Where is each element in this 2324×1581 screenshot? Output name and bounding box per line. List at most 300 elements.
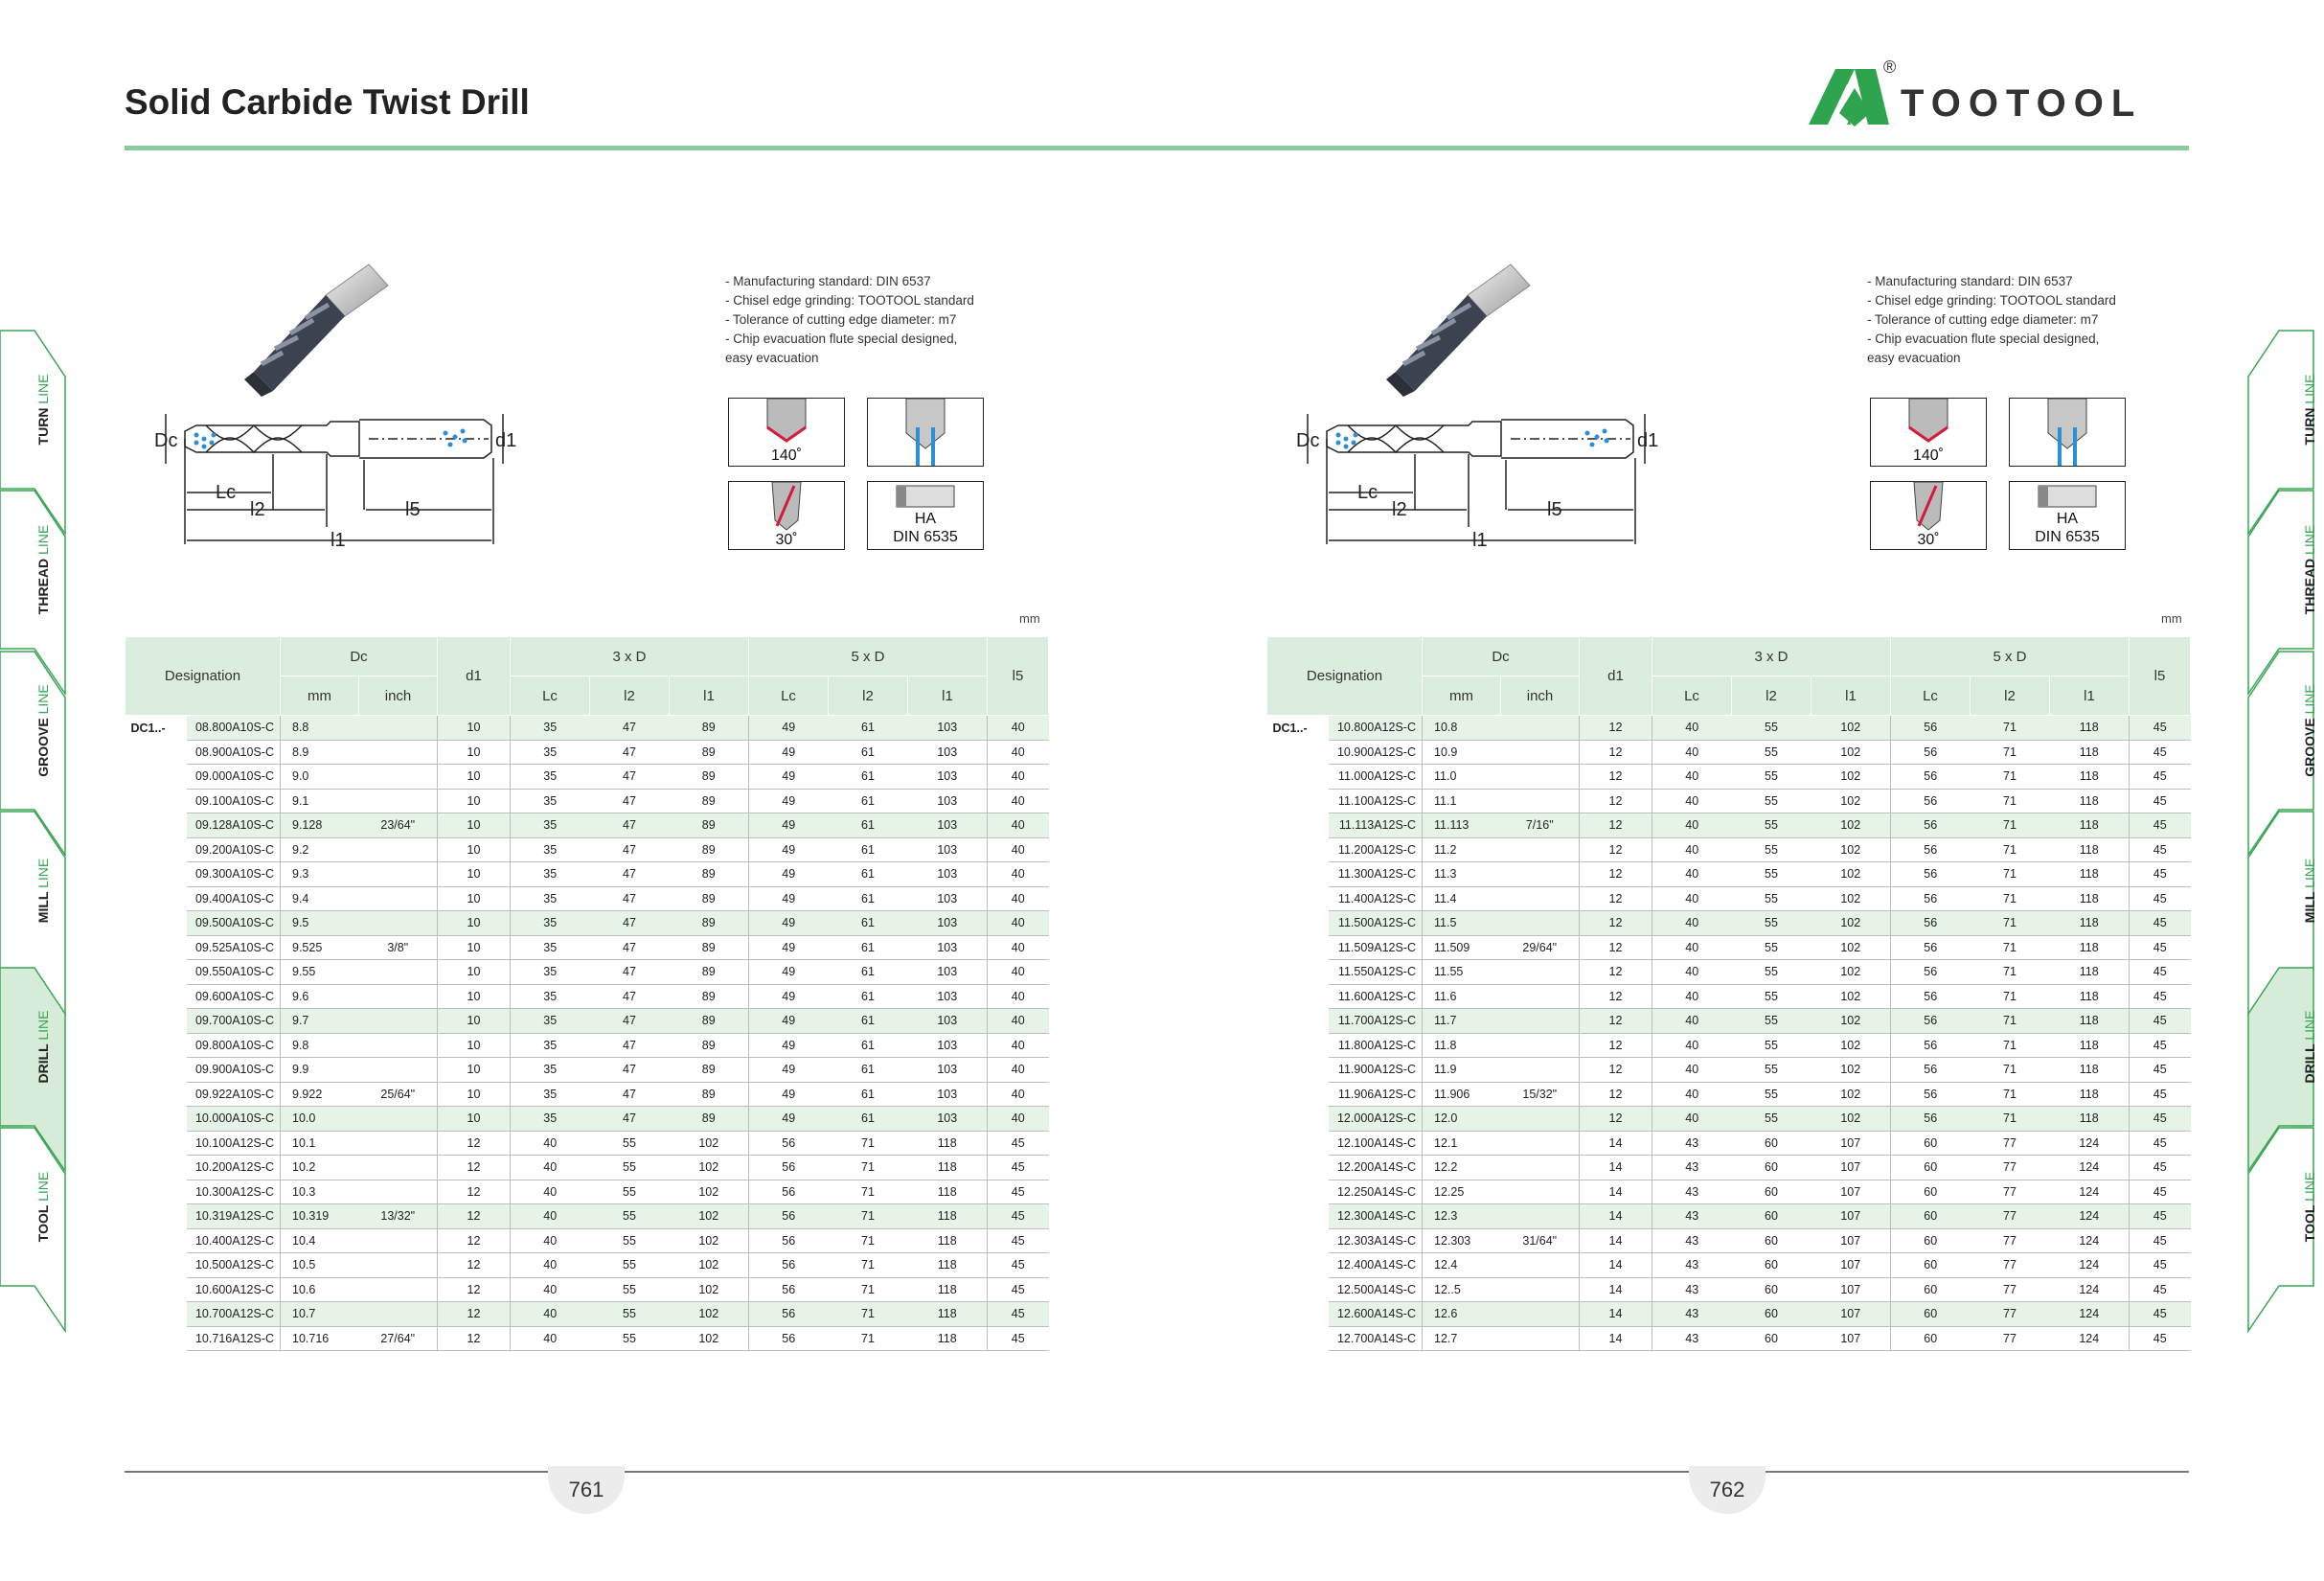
- cell-l1-3xd: 102: [670, 1253, 749, 1278]
- cell-l2-3xd: 47: [590, 1107, 670, 1132]
- cell-dc-mm: 12.303: [1423, 1228, 1501, 1253]
- cell-d1: 14: [1580, 1180, 1652, 1204]
- cell-l1-5xd: 118: [2050, 862, 2130, 887]
- cell-l2-5xd: 61: [829, 740, 908, 765]
- group-label: [125, 1009, 187, 1034]
- svg-text:l5: l5: [1547, 499, 1562, 520]
- cell-lc-5xd: 49: [749, 911, 829, 936]
- cell-designation: 08.800A10S-C: [187, 716, 281, 741]
- cell-l2-3xd: 55: [590, 1156, 670, 1180]
- cell-d1: 14: [1580, 1228, 1652, 1253]
- cell-dc-mm: 10.319: [281, 1204, 359, 1229]
- header-mm: mm: [281, 676, 359, 716]
- header-l2: l2: [1732, 676, 1811, 716]
- drill-photo-icon: [216, 257, 407, 401]
- cell-l1-5xd: 103: [908, 886, 988, 911]
- cell-d1: 10: [438, 837, 511, 862]
- cell-lc-3xd: 40: [1652, 765, 1732, 790]
- cell-l1-3xd: 107: [1811, 1131, 1891, 1156]
- cell-l2-3xd: 55: [1732, 886, 1811, 911]
- cell-l1-5xd: 103: [908, 716, 988, 741]
- header-l2: l2: [829, 676, 908, 716]
- cell-lc-3xd: 40: [511, 1204, 590, 1229]
- cell-l5: 45: [2130, 1058, 2191, 1083]
- cell-lc-3xd: 40: [1652, 716, 1732, 741]
- group-label: [125, 1033, 187, 1058]
- cell-l1-3xd: 102: [670, 1326, 749, 1351]
- cell-d1: 12: [438, 1277, 511, 1302]
- group-label: [125, 1180, 187, 1204]
- side-tab-mill[interactable]: [0, 812, 75, 970]
- cell-l2-5xd: 71: [829, 1302, 908, 1327]
- cell-dc-inch: [359, 716, 438, 741]
- table-row: [125, 1156, 1049, 1180]
- cell-lc-3xd: 35: [511, 813, 590, 838]
- table-row: [125, 1228, 1049, 1253]
- cell-l2-5xd: 71: [1971, 837, 2050, 862]
- cell-dc-mm: 9.55: [281, 960, 359, 985]
- drill-photo-icon: [1357, 257, 1549, 401]
- cell-dc-mm: 12.7: [1423, 1326, 1501, 1351]
- header-l1: l1: [2050, 676, 2130, 716]
- cell-d1: 10: [438, 862, 511, 887]
- tab-label: [29, 1128, 57, 1286]
- footer-divider: [125, 1471, 2189, 1473]
- cell-l2-5xd: 61: [829, 886, 908, 911]
- cell-l2-5xd: 71: [829, 1228, 908, 1253]
- table-row: [1267, 862, 2191, 887]
- cell-l1-3xd: 107: [1811, 1277, 1891, 1302]
- cell-lc-5xd: 49: [749, 886, 829, 911]
- cell-l1-5xd: 118: [2050, 837, 2130, 862]
- cell-lc-3xd: 35: [511, 1107, 590, 1132]
- cell-d1: 14: [1580, 1204, 1652, 1229]
- cell-dc-inch: [359, 911, 438, 936]
- cell-dc-mm: 9.922: [281, 1082, 359, 1107]
- cell-dc-mm: 9.6: [281, 984, 359, 1009]
- cell-l1-3xd: 89: [670, 911, 749, 936]
- cell-l1-5xd: 118: [2050, 1107, 2130, 1132]
- cell-lc-3xd: 43: [1652, 1131, 1732, 1156]
- tab-label: [2295, 968, 2324, 1126]
- ha-shank-icon: HA DIN 6535: [2009, 481, 2126, 550]
- cell-l1-5xd: 118: [908, 1131, 988, 1156]
- cell-designation: 12.303A14S-C: [1329, 1228, 1423, 1253]
- table-row: [1267, 1156, 2191, 1180]
- cell-designation: 12.600A14S-C: [1329, 1302, 1423, 1327]
- cell-l1-5xd: 124: [2050, 1228, 2130, 1253]
- cell-l1-3xd: 102: [1811, 984, 1891, 1009]
- cell-l1-5xd: 124: [2050, 1302, 2130, 1327]
- cell-lc-3xd: 35: [511, 911, 590, 936]
- side-tab-thread[interactable]: [0, 491, 75, 649]
- cell-d1: 12: [438, 1326, 511, 1351]
- cell-dc-mm: 10.7: [281, 1302, 359, 1327]
- cell-dc-inch: [359, 1131, 438, 1156]
- cell-designation: 12.100A14S-C: [1329, 1131, 1423, 1156]
- header-dc: Dc: [281, 637, 438, 676]
- cell-l1-5xd: 103: [908, 911, 988, 936]
- cell-l2-3xd: 55: [590, 1204, 670, 1229]
- group-label: [125, 1107, 187, 1132]
- spec-table: [125, 636, 1049, 1351]
- cell-l5: 45: [2130, 765, 2191, 790]
- cell-l1-3xd: 89: [670, 789, 749, 813]
- cell-l2-3xd: 55: [590, 1131, 670, 1156]
- svg-text:Dc: Dc: [1296, 430, 1320, 451]
- cell-dc-mm: 11.7: [1423, 1009, 1501, 1034]
- cell-d1: 12: [438, 1204, 511, 1229]
- cell-dc-inch: 13/32": [359, 1204, 438, 1229]
- cell-dc-inch: [1501, 984, 1580, 1009]
- cell-l2-3xd: 47: [590, 813, 670, 838]
- group-label: [1267, 740, 1329, 765]
- cell-d1: 12: [1580, 837, 1652, 862]
- table-row: [1267, 1204, 2191, 1229]
- cell-lc-5xd: 49: [749, 960, 829, 985]
- cell-dc-inch: [359, 1180, 438, 1204]
- header-lc: Lc: [1891, 676, 1971, 716]
- cell-dc-mm: 11.4: [1423, 886, 1501, 911]
- group-label: [1267, 1058, 1329, 1083]
- cell-l2-3xd: 47: [590, 789, 670, 813]
- table-row: [1267, 984, 2191, 1009]
- group-label: [125, 837, 187, 862]
- cell-dc-mm: 10.1: [281, 1131, 359, 1156]
- cell-dc-mm: 9.9: [281, 1058, 359, 1083]
- cell-l2-3xd: 55: [1732, 789, 1811, 813]
- cell-lc-5xd: 49: [749, 813, 829, 838]
- cell-lc-5xd: 60: [1891, 1180, 1971, 1204]
- cell-lc-3xd: 40: [1652, 789, 1732, 813]
- cell-d1: 10: [438, 1009, 511, 1034]
- side-tab-mill[interactable]: [2239, 812, 2317, 970]
- cell-lc-5xd: 56: [1891, 740, 1971, 765]
- cell-dc-inch: [1501, 1156, 1580, 1180]
- cell-lc-3xd: 40: [1652, 935, 1732, 960]
- cell-designation: 10.500A12S-C: [187, 1253, 281, 1278]
- side-tab-thread[interactable]: [2239, 491, 2317, 649]
- registered-mark: ®: [1883, 57, 1897, 77]
- cell-l2-5xd: 77: [1971, 1156, 2050, 1180]
- cell-dc-inch: [1501, 1058, 1580, 1083]
- cell-l2-3xd: 55: [590, 1180, 670, 1204]
- cell-l2-5xd: 71: [1971, 1082, 2050, 1107]
- table-row: [1267, 1033, 2191, 1058]
- header-inch: inch: [1501, 676, 1580, 716]
- group-label: [1267, 1228, 1329, 1253]
- cell-l2-3xd: 55: [1732, 862, 1811, 887]
- cell-l5: 40: [988, 813, 1049, 838]
- table-row: [1267, 1009, 2191, 1034]
- table-row: [125, 984, 1049, 1009]
- header-dc: Dc: [1423, 637, 1580, 676]
- cell-l5: 40: [988, 1058, 1049, 1083]
- tab-label-main: GROOVE: [2302, 718, 2317, 777]
- header-l1: l1: [670, 676, 749, 716]
- cell-dc-inch: [359, 1058, 438, 1083]
- cell-designation: 10.319A12S-C: [187, 1204, 281, 1229]
- tab-label-suffix: LINE: [2302, 858, 2317, 888]
- cell-l2-5xd: 71: [829, 1277, 908, 1302]
- table-row: [125, 789, 1049, 813]
- cell-lc-3xd: 43: [1652, 1253, 1732, 1278]
- cell-designation: 08.900A10S-C: [187, 740, 281, 765]
- cell-lc-5xd: 56: [1891, 1009, 1971, 1034]
- cell-designation: 09.500A10S-C: [187, 911, 281, 936]
- cell-dc-mm: 10.0: [281, 1107, 359, 1132]
- cell-l1-3xd: 102: [1811, 1082, 1891, 1107]
- tab-label-main: MILL: [35, 891, 51, 924]
- cell-l1-3xd: 89: [670, 935, 749, 960]
- table-row: [125, 886, 1049, 911]
- tab-label: [29, 812, 57, 970]
- cell-lc-5xd: 60: [1891, 1277, 1971, 1302]
- table-row: [1267, 1228, 2191, 1253]
- cell-d1: 14: [1580, 1302, 1652, 1327]
- cell-l5: 45: [988, 1180, 1049, 1204]
- cell-l2-3xd: 55: [1732, 1009, 1811, 1034]
- cell-dc-inch: [1501, 886, 1580, 911]
- cell-l2-3xd: 60: [1732, 1326, 1811, 1351]
- group-label: [1267, 984, 1329, 1009]
- tab-label: [2295, 812, 2324, 970]
- cell-lc-3xd: 43: [1652, 1204, 1732, 1229]
- cell-l2-5xd: 71: [829, 1326, 908, 1351]
- cell-lc-5xd: 60: [1891, 1302, 1971, 1327]
- cell-l1-5xd: 118: [908, 1156, 988, 1180]
- table-row: [1267, 765, 2191, 790]
- cell-designation: 10.600A12S-C: [187, 1277, 281, 1302]
- cell-l1-5xd: 118: [908, 1326, 988, 1351]
- side-tab-drill[interactable]: [2239, 968, 2317, 1126]
- side-tab-tool[interactable]: [2239, 1128, 2317, 1286]
- cell-l5: 45: [2130, 716, 2191, 741]
- cell-lc-5xd: 49: [749, 716, 829, 741]
- side-tab-groove[interactable]: [2239, 652, 2317, 810]
- cell-dc-mm: 10.716: [281, 1326, 359, 1351]
- cell-l2-3xd: 55: [590, 1228, 670, 1253]
- group-label: [1267, 1009, 1329, 1034]
- cell-l2-3xd: 55: [1732, 1107, 1811, 1132]
- cell-lc-3xd: 40: [1652, 1033, 1732, 1058]
- cell-l5: 45: [988, 1131, 1049, 1156]
- header-5xd: 5 x D: [1891, 637, 2130, 676]
- cell-l2-5xd: 71: [1971, 740, 2050, 765]
- cell-designation: 11.906A12S-C: [1329, 1082, 1423, 1107]
- tab-label-suffix: LINE: [2302, 1171, 2317, 1202]
- cell-l2-3xd: 47: [590, 716, 670, 741]
- cell-l2-3xd: 47: [590, 837, 670, 862]
- cell-l1-3xd: 107: [1811, 1326, 1891, 1351]
- cell-lc-3xd: 40: [1652, 740, 1732, 765]
- cell-l1-5xd: 118: [908, 1204, 988, 1229]
- cell-l2-5xd: 61: [829, 1058, 908, 1083]
- cell-l2-5xd: 77: [1971, 1326, 2050, 1351]
- group-label: [1267, 837, 1329, 862]
- group-label: [1267, 911, 1329, 936]
- cell-l1-5xd: 118: [908, 1277, 988, 1302]
- cell-dc-mm: 11.113: [1423, 813, 1501, 838]
- cell-l5: 45: [2130, 1107, 2191, 1132]
- cell-dc-inch: [359, 1009, 438, 1034]
- cell-l1-3xd: 89: [670, 813, 749, 838]
- cell-dc-inch: [359, 1033, 438, 1058]
- cell-dc-inch: [1501, 1107, 1580, 1132]
- cell-l2-5xd: 71: [1971, 911, 2050, 936]
- cell-d1: 12: [1580, 984, 1652, 1009]
- table-row: [125, 1180, 1049, 1204]
- cell-l2-5xd: 61: [829, 935, 908, 960]
- cell-l2-5xd: 77: [1971, 1228, 2050, 1253]
- cell-l5: 45: [2130, 1228, 2191, 1253]
- drill-dimension-diagram: [154, 410, 517, 554]
- cell-lc-3xd: 35: [511, 716, 590, 741]
- cell-l1-3xd: 89: [670, 984, 749, 1009]
- feature-item: easy evacuation: [725, 351, 819, 365]
- side-tab-drill[interactable]: [0, 968, 75, 1126]
- table-row: [125, 1253, 1049, 1278]
- cell-designation: 10.716A12S-C: [187, 1326, 281, 1351]
- cell-designation: 09.000A10S-C: [187, 765, 281, 790]
- cell-lc-3xd: 40: [511, 1253, 590, 1278]
- cell-l1-3xd: 102: [1811, 765, 1891, 790]
- cell-d1: 12: [1580, 1009, 1652, 1034]
- cell-l1-5xd: 103: [908, 1033, 988, 1058]
- svg-text:l5: l5: [405, 499, 421, 520]
- table-row: [125, 1033, 1049, 1058]
- cell-d1: 10: [438, 765, 511, 790]
- cell-l5: 45: [2130, 1326, 2191, 1351]
- cell-l1-3xd: 102: [1811, 1033, 1891, 1058]
- cell-l1-3xd: 102: [670, 1204, 749, 1229]
- cell-dc-inch: [359, 837, 438, 862]
- cell-l2-5xd: 71: [1971, 1009, 2050, 1034]
- header-l2: l2: [590, 676, 670, 716]
- group-label: [125, 1131, 187, 1156]
- header-designation: Designation: [1267, 637, 1423, 716]
- group-label: [125, 862, 187, 887]
- cell-lc-5xd: 49: [749, 1082, 829, 1107]
- cell-l2-5xd: 61: [829, 789, 908, 813]
- cell-dc-mm: 11.6: [1423, 984, 1501, 1009]
- cell-d1: 14: [1580, 1156, 1652, 1180]
- cell-lc-5xd: 56: [1891, 1033, 1971, 1058]
- point-angle-140-icon: 140˚: [1870, 398, 1987, 467]
- header-d1: d1: [1580, 637, 1652, 716]
- cell-lc-3xd: 35: [511, 1058, 590, 1083]
- tab-label-suffix: LINE: [35, 684, 51, 715]
- unit-label: mm: [2161, 611, 2182, 626]
- group-label: [125, 911, 187, 936]
- cell-l5: 45: [2130, 1253, 2191, 1278]
- table-row: [125, 740, 1049, 765]
- cell-d1: 12: [1580, 1107, 1652, 1132]
- group-label: [125, 1058, 187, 1083]
- cell-l1-3xd: 102: [1811, 813, 1891, 838]
- side-tab-tool[interactable]: [0, 1128, 75, 1286]
- page-number-right: 762: [1689, 1466, 1766, 1514]
- cell-l1-3xd: 102: [670, 1180, 749, 1204]
- cell-dc-mm: 12.0: [1423, 1107, 1501, 1132]
- cell-l2-5xd: 71: [1971, 886, 2050, 911]
- tab-label-main: GROOVE: [35, 718, 51, 777]
- cell-dc-inch: [359, 1253, 438, 1278]
- cell-dc-inch: [359, 984, 438, 1009]
- cell-d1: 10: [438, 813, 511, 838]
- cell-l5: 45: [2130, 740, 2191, 765]
- cell-l1-5xd: 118: [2050, 984, 2130, 1009]
- table-row: [125, 1058, 1049, 1083]
- cell-l2-3xd: 60: [1732, 1131, 1811, 1156]
- cell-l1-5xd: 118: [2050, 740, 2130, 765]
- tab-label: [2295, 1128, 2324, 1286]
- group-label: [1267, 1156, 1329, 1180]
- cell-l1-3xd: 89: [670, 886, 749, 911]
- cell-d1: 12: [1580, 911, 1652, 936]
- cell-lc-3xd: 40: [1652, 1082, 1732, 1107]
- cell-l2-5xd: 71: [829, 1131, 908, 1156]
- side-tab-turn[interactable]: [2239, 331, 2317, 489]
- group-label: DC1..-: [1272, 721, 1308, 735]
- cell-designation: 09.600A10S-C: [187, 984, 281, 1009]
- table-row: [125, 1302, 1049, 1327]
- cell-l2-5xd: 61: [829, 960, 908, 985]
- svg-text:l1: l1: [330, 530, 346, 551]
- cell-lc-3xd: 35: [511, 886, 590, 911]
- cell-l1-3xd: 102: [1811, 862, 1891, 887]
- cell-lc-5xd: 56: [1891, 1058, 1971, 1083]
- cell-dc-mm: 10.6: [281, 1277, 359, 1302]
- group-label: [125, 765, 187, 790]
- logo-mark-icon: [1809, 69, 1889, 126]
- cell-lc-5xd: 56: [749, 1204, 829, 1229]
- side-tab-groove[interactable]: [0, 652, 75, 810]
- cell-l1-3xd: 102: [1811, 716, 1891, 741]
- tab-label-main: TOOL: [35, 1204, 51, 1243]
- cell-l2-3xd: 47: [590, 740, 670, 765]
- cell-l1-3xd: 102: [670, 1228, 749, 1253]
- cell-lc-5xd: 56: [1891, 765, 1971, 790]
- side-tab-turn[interactable]: [0, 331, 75, 489]
- cell-l1-5xd: 118: [2050, 1058, 2130, 1083]
- header-l1: l1: [908, 676, 988, 716]
- header-designation: Designation: [125, 637, 281, 716]
- cell-l1-5xd: 103: [908, 1082, 988, 1107]
- cell-l2-3xd: 47: [590, 911, 670, 936]
- cell-l2-3xd: 47: [590, 960, 670, 985]
- cell-lc-5xd: 56: [749, 1253, 829, 1278]
- cell-lc-3xd: 35: [511, 862, 590, 887]
- cell-dc-mm: 10.8: [1423, 716, 1501, 741]
- cell-dc-inch: 3/8": [359, 935, 438, 960]
- group-label: [1267, 813, 1329, 838]
- cell-designation: 09.700A10S-C: [187, 1009, 281, 1034]
- header-l2: l2: [1971, 676, 2050, 716]
- group-label: [125, 1326, 187, 1351]
- cell-lc-3xd: 40: [1652, 837, 1732, 862]
- cell-designation: 11.400A12S-C: [1329, 886, 1423, 911]
- header-mm: mm: [1423, 676, 1501, 716]
- table-row: [125, 960, 1049, 985]
- feature-item: easy evacuation: [1867, 351, 1961, 365]
- cell-designation: 09.900A10S-C: [187, 1058, 281, 1083]
- cell-l1-5xd: 118: [2050, 960, 2130, 985]
- table-row: [125, 716, 1049, 741]
- cell-dc-inch: [359, 1156, 438, 1180]
- cell-l2-5xd: 71: [1971, 765, 2050, 790]
- table-row: [1267, 886, 2191, 911]
